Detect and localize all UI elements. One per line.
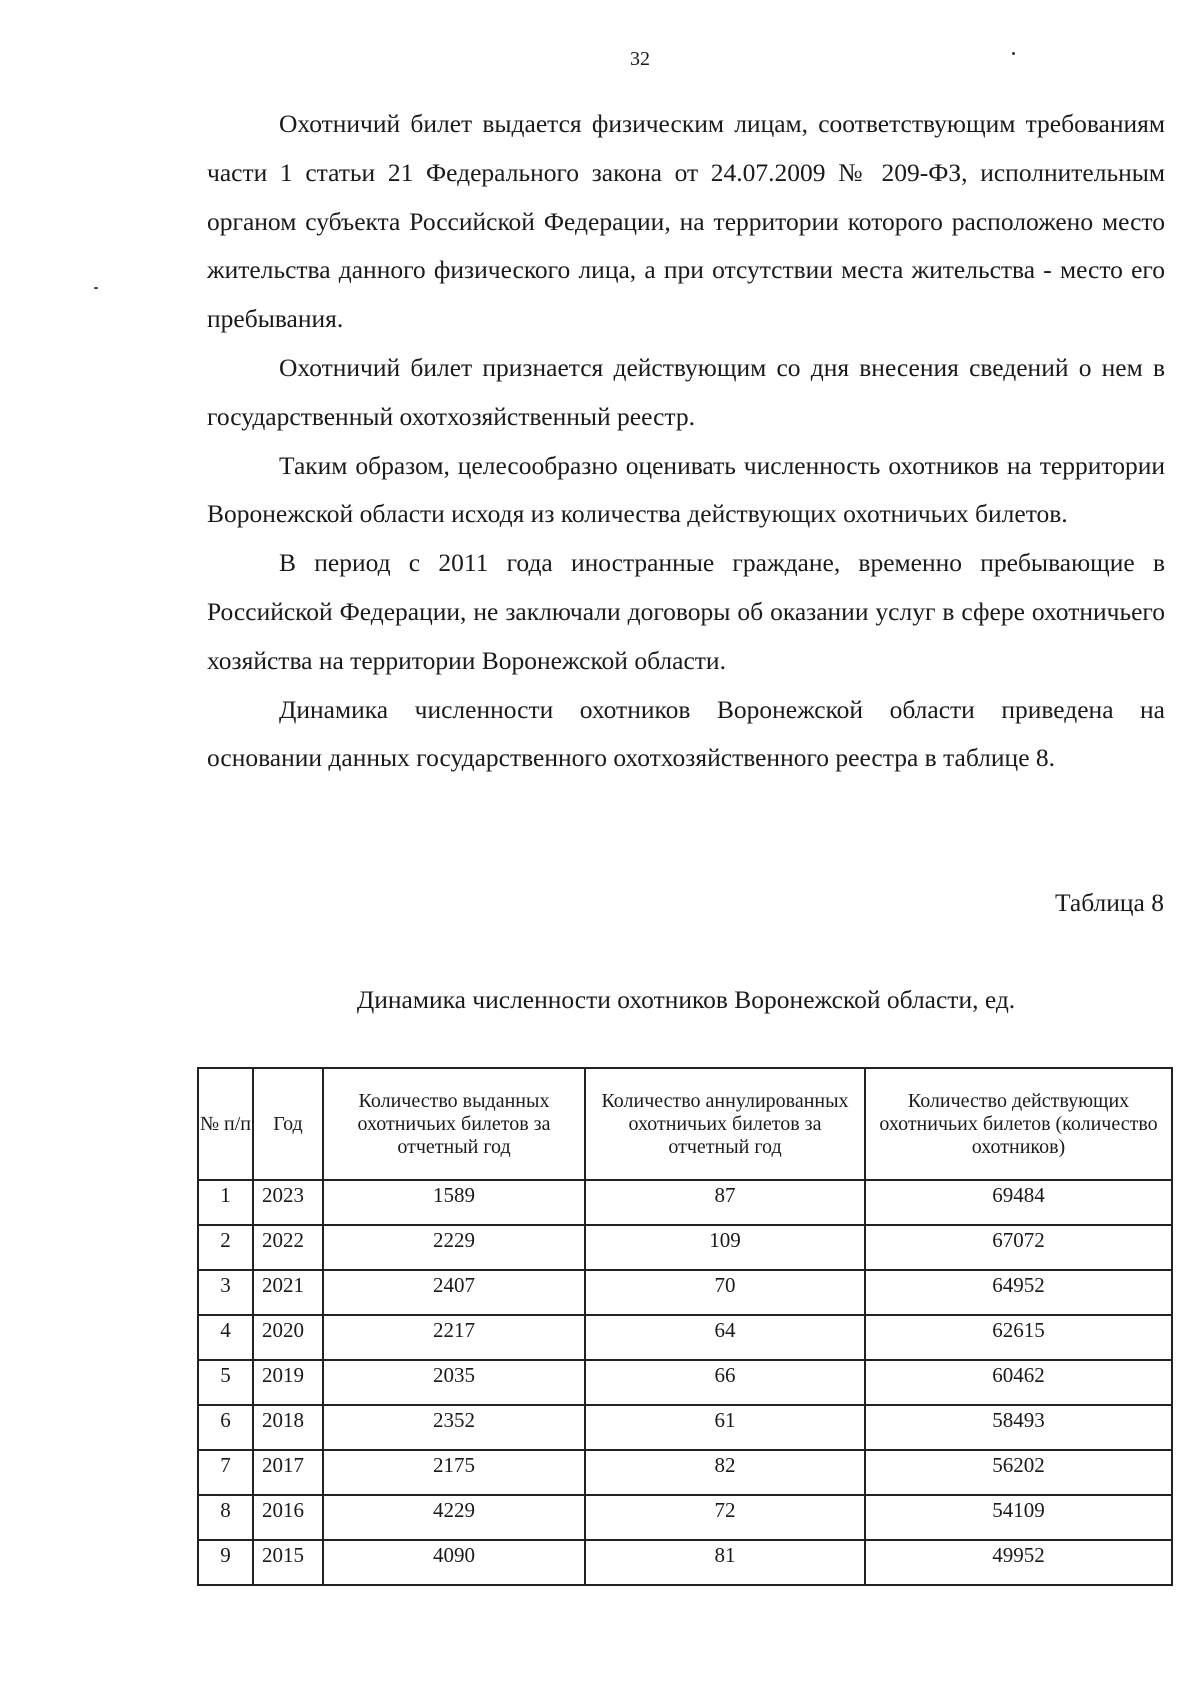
cell-issued: 2175	[323, 1450, 585, 1495]
cell-year: 2020	[253, 1315, 323, 1360]
table-header-row	[198, 1068, 1172, 1180]
cell-issued: 2229	[323, 1225, 585, 1270]
cell-annulled: 64	[585, 1315, 865, 1360]
scan-speck	[94, 287, 98, 289]
cell-issued: 2217	[323, 1315, 585, 1360]
cell-annulled: 81	[585, 1540, 865, 1585]
cell-issued: 1589	[323, 1180, 585, 1225]
table-row	[198, 1180, 1172, 1225]
paragraph: Динамика численности охотников Воронежской области приведена на основании данных государственного охотхозяйственного реестра в таблице 8.	[207, 694, 1165, 773]
cell-annulled: 72	[585, 1495, 865, 1540]
cell-number: 7	[198, 1450, 253, 1495]
page-number: 32	[630, 48, 650, 70]
cell-number: 3	[198, 1270, 253, 1315]
table-body	[198, 1180, 1172, 1585]
table-row	[198, 1225, 1172, 1270]
cell-number: 2	[198, 1225, 253, 1270]
table-row	[198, 1540, 1172, 1585]
cell-active: 49952	[865, 1540, 1172, 1585]
cell-annulled: 66	[585, 1360, 865, 1405]
header-year: Год	[253, 1068, 323, 1180]
table-row	[198, 1315, 1172, 1360]
table-row	[198, 1495, 1172, 1540]
cell-issued: 4090	[323, 1540, 585, 1585]
header-issued: Количество выданных охотничьих билетов за отчетный год	[323, 1068, 585, 1180]
table-row	[198, 1270, 1172, 1315]
cell-year: 2023	[253, 1180, 323, 1225]
cell-annulled: 109	[585, 1225, 865, 1270]
cell-number: 4	[198, 1315, 253, 1360]
scan-speck	[1012, 52, 1015, 55]
cell-annulled: 70	[585, 1270, 865, 1315]
header-number: № п/п	[198, 1068, 253, 1180]
table-row	[198, 1360, 1172, 1405]
cell-year: 2022	[253, 1225, 323, 1270]
cell-year: 2017	[253, 1450, 323, 1495]
table-label: Таблица 8	[1054, 888, 1164, 917]
paragraph: Охотничий билет признается действующим со дня внесения сведений о нем в государственный охотхозяйственный реестр.	[207, 352, 1165, 431]
cell-active: 54109	[865, 1495, 1172, 1540]
cell-year: 2021	[253, 1270, 323, 1315]
cell-active: 56202	[865, 1450, 1172, 1495]
table-row	[198, 1450, 1172, 1495]
cell-issued: 4229	[323, 1495, 585, 1540]
cell-number: 6	[198, 1405, 253, 1450]
cell-active: 60462	[865, 1360, 1172, 1405]
cell-year: 2015	[253, 1540, 323, 1585]
cell-annulled: 82	[585, 1450, 865, 1495]
cell-annulled: 87	[585, 1180, 865, 1225]
cell-number: 9	[198, 1540, 253, 1585]
header-annulled: Количество аннулированных охотничьих билетов за отчетный год	[585, 1068, 865, 1180]
cell-year: 2019	[253, 1360, 323, 1405]
body-text	[207, 100, 1165, 783]
cell-active: 58493	[865, 1405, 1172, 1450]
cell-number: 1	[198, 1180, 253, 1225]
paragraph: Охотничий билет выдается физическим лицам, соответствующим требованиям части 1 статьи 21 Федерального закона от 24.07.2009 № 209-ФЗ, исполнительным органом субъекта Российской Федерации, на территории которого расположено место жительства данного физического лица, а при отсутствии места жительства - место его пребывания.	[207, 109, 1165, 334]
cell-number: 5	[198, 1360, 253, 1405]
paragraph: В период с 2011 года иностранные граждане, временно пребывающие в Российской Федерации, не заключали договоры об оказании услуг в сфере охотничьего хозяйства на территории Воронежской области.	[207, 548, 1165, 675]
cell-year: 2016	[253, 1495, 323, 1540]
hunters-table	[197, 1067, 1173, 1586]
cell-issued: 2352	[323, 1405, 585, 1450]
cell-active: 69484	[865, 1180, 1172, 1225]
cell-annulled: 61	[585, 1405, 865, 1450]
cell-issued: 2407	[323, 1270, 585, 1315]
cell-active: 67072	[865, 1225, 1172, 1270]
table-row	[198, 1405, 1172, 1450]
cell-issued: 2035	[323, 1360, 585, 1405]
paragraph: Таким образом, целесообразно оценивать численность охотников на территории Воронежской области исходя из количества действующих охотничьих билетов.	[207, 450, 1165, 529]
cell-active: 64952	[865, 1270, 1172, 1315]
cell-number: 8	[198, 1495, 253, 1540]
cell-active: 62615	[865, 1315, 1172, 1360]
cell-year: 2018	[253, 1405, 323, 1450]
table-title: Динамика численности охотников Воронежской области, ед.	[356, 985, 1016, 1014]
header-active: Количество действующих охотничьих билетов (количество охотников)	[865, 1068, 1172, 1180]
